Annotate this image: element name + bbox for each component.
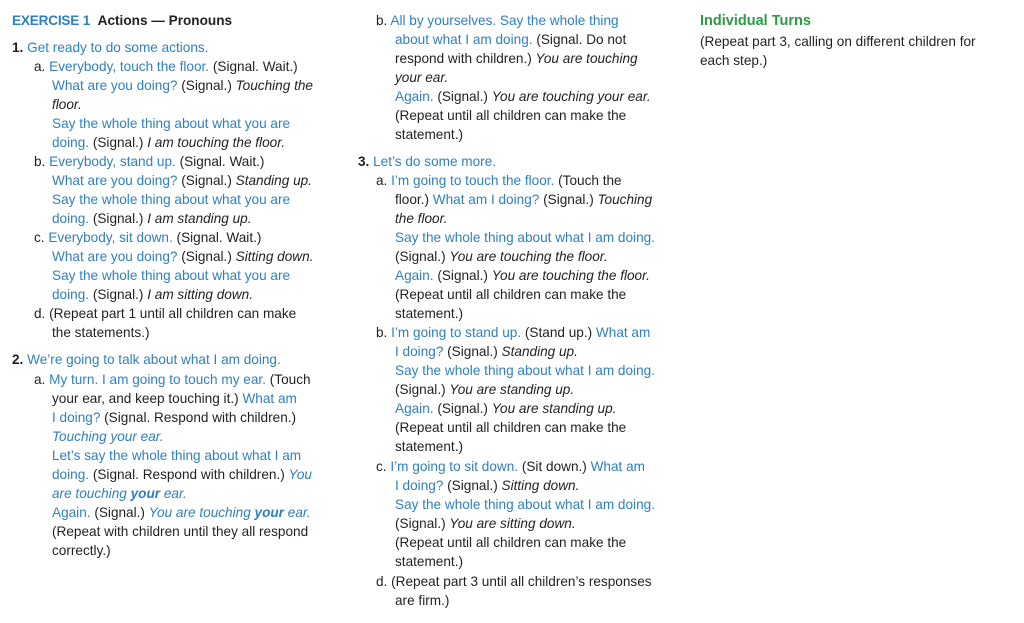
part-1b-line: Say the whole thing about what you are	[52, 192, 291, 207]
part-3d-line: d. (Repeat part 3 until all children’s responses	[376, 574, 652, 589]
part-2b-line: your ear.	[395, 70, 449, 85]
part-1a-line: doing. (Signal.) I am touching the floor.	[52, 135, 285, 150]
individual-turns-title: Individual Turns	[700, 13, 811, 29]
part-2a-line: (Repeat with children until they all respond	[52, 524, 309, 539]
part-3b-line: I doing? (Signal.) Standing up.	[395, 344, 578, 359]
part-1a-line: floor.	[52, 97, 82, 112]
part-2a-line: Let’s say the whole thing about what I am	[52, 448, 302, 463]
part-1a-line: What are you doing? (Signal.) Touching the	[52, 78, 313, 93]
part-3c-line: (Signal.) You are sitting down.	[395, 516, 576, 531]
individual-turns-text: (Repeat part 3, calling on different children for	[700, 34, 976, 49]
exercise-heading	[12, 11, 232, 30]
part-3a-line: Again. (Signal.) You are touching the floor.	[395, 268, 650, 283]
part-3a-line: floor.) What am I doing? (Signal.) Touching	[395, 192, 653, 207]
part-1c-line: What are you doing? (Signal.) Sitting down.	[52, 249, 314, 264]
part-2a-line: I doing? (Signal. Respond with children.)	[52, 410, 297, 425]
part-3c-line: statement.)	[395, 554, 463, 569]
part-2a-line: doing. (Signal. Respond with children.) You	[52, 467, 312, 482]
part-2b-line: Again. (Signal.) You are touching your ear.	[395, 89, 651, 104]
part-2b-line: b. All by yourselves. Say the whole thing	[376, 13, 619, 28]
part-2b-line: about what I am doing. (Signal. Do not	[395, 32, 627, 47]
part-3b-line: Again. (Signal.) You are standing up.	[395, 401, 617, 416]
part-1d-line: the statements.)	[52, 325, 150, 340]
part-2b-line: statement.)	[395, 127, 463, 142]
part-2a-line: are touching your ear.	[52, 486, 187, 501]
part-3b-line: Say the whole thing about what I am doing.	[395, 363, 655, 378]
part-3a-line: (Signal.) You are touching the floor.	[395, 249, 608, 264]
part-2a-line: your ear, and keep touching it.) What am	[52, 391, 297, 406]
part-1-heading: 1. Get ready to do some actions.	[12, 40, 209, 55]
part-1c-line: doing. (Signal.) I am sitting down.	[52, 287, 253, 302]
part-2a-line: correctly.)	[52, 543, 111, 558]
part-1b-line: doing. (Signal.) I am standing up.	[52, 211, 252, 226]
part-3a-line: statement.)	[395, 306, 463, 321]
part-3c-line: Say the whole thing about what I am doing.	[395, 497, 655, 512]
part-3b-line: (Repeat until all children can make the	[395, 420, 627, 435]
part-3c-line: I doing? (Signal.) Sitting down.	[395, 478, 580, 493]
part-2a-line: Again. (Signal.) You are touching your ear.	[52, 505, 311, 520]
part-1c-line: Say the whole thing about what you are	[52, 268, 291, 283]
part-3c-line: c. I’m going to sit down. (Sit down.) What am	[376, 459, 645, 474]
part-1c-line: c. Everybody, sit down. (Signal. Wait.)	[34, 230, 262, 245]
part-2-heading: 2. We’re going to talk about what I am doing.	[12, 352, 281, 367]
individual-turns-text: each step.)	[700, 53, 768, 68]
part-2a-line: Touching your ear.	[52, 429, 164, 444]
part-1b-line: What are you doing? (Signal.) Standing up.	[52, 173, 312, 188]
part-1b-line: b. Everybody, stand up. (Signal. Wait.)	[34, 154, 265, 169]
part-3a-line: Say the whole thing about what I am doing.	[395, 230, 655, 245]
part-2a-line: a. My turn. I am going to touch my ear. (Touch	[34, 372, 311, 387]
part-3b-line: (Signal.) You are standing up.	[395, 382, 575, 397]
part-1a-line: Say the whole thing about what you are	[52, 116, 291, 131]
part-3b-line: statement.)	[395, 439, 463, 454]
part-3a-line: (Repeat until all children can make the	[395, 287, 627, 302]
part-2b-line: (Repeat until all children can make the	[395, 108, 627, 123]
part-3a-line: a. I’m going to touch the floor. (Touch the	[376, 173, 622, 188]
exercise-title: Actions — Pronouns	[97, 13, 233, 28]
part-3-heading: 3. Let’s do some more.	[358, 154, 497, 169]
part-3b-line: b. I’m going to stand up. (Stand up.) What am	[376, 325, 651, 340]
part-1d-line: d. (Repeat part 1 until all children can make	[34, 306, 297, 321]
part-1a-line: a. Everybody, touch the floor. (Signal. Wait.)	[34, 59, 298, 74]
part-3a-line: the floor.	[395, 211, 448, 226]
part-3d-line: are firm.)	[395, 593, 450, 608]
part-3c-line: (Repeat until all children can make the	[395, 535, 627, 550]
exercise-label: EXERCISE 1	[12, 13, 91, 28]
part-2b-line: respond with children.) You are touching	[395, 51, 638, 66]
